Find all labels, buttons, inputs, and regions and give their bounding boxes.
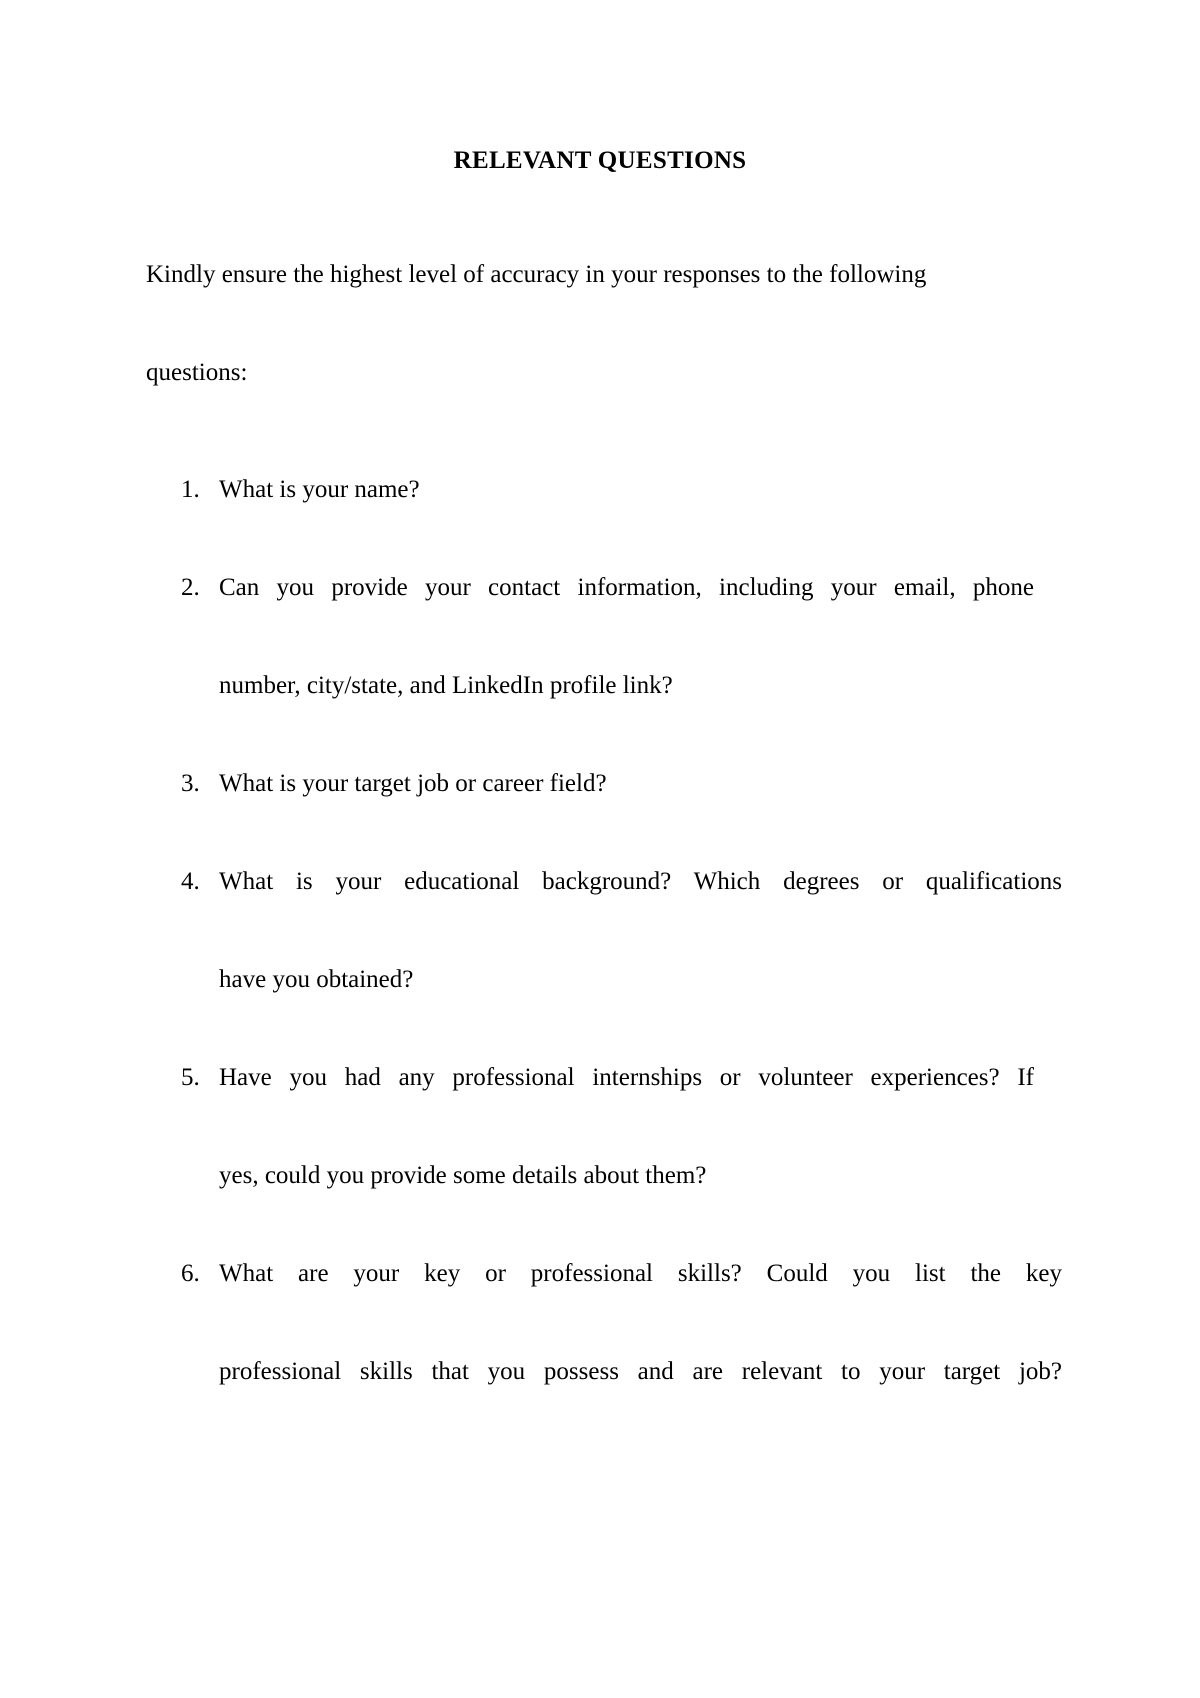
question-6-line-2: professional skills that you possess and are relevant to your target job?	[219, 1358, 1062, 1385]
question-4-line-1: What is your educational background? Which degrees or qualifications	[219, 868, 1062, 895]
question-5-line-2: yes, could you provide some details about them?	[219, 1162, 707, 1189]
question-2-line-1: Can you provide your contact information, including your email, phone	[219, 574, 1034, 601]
question-2-number: 2.	[181, 574, 200, 601]
question-4-line-2: have you obtained?	[219, 966, 414, 993]
question-2-line-2: number, city/state, and LinkedIn profile link?	[219, 672, 673, 699]
question-3-line-1: What is your target job or career field?	[219, 770, 607, 797]
question-5-line-1: Have you had any professional internships or volunteer experiences? If	[219, 1064, 1034, 1091]
question-4-number: 4.	[181, 868, 200, 895]
question-3-number: 3.	[181, 770, 200, 797]
question-6-number: 6.	[181, 1260, 200, 1287]
question-1-number: 1.	[181, 476, 200, 503]
question-1-line-1: What is your name?	[219, 476, 420, 503]
question-5-number: 5.	[181, 1064, 200, 1091]
intro-line-2: questions:	[146, 359, 248, 386]
intro-line-1: Kindly ensure the highest level of accuracy in your responses to the following	[146, 261, 927, 288]
question-6-line-1: What are your key or professional skills? Could you list the key	[219, 1260, 1062, 1287]
page-title: RELEVANT QUESTIONS	[453, 147, 747, 174]
